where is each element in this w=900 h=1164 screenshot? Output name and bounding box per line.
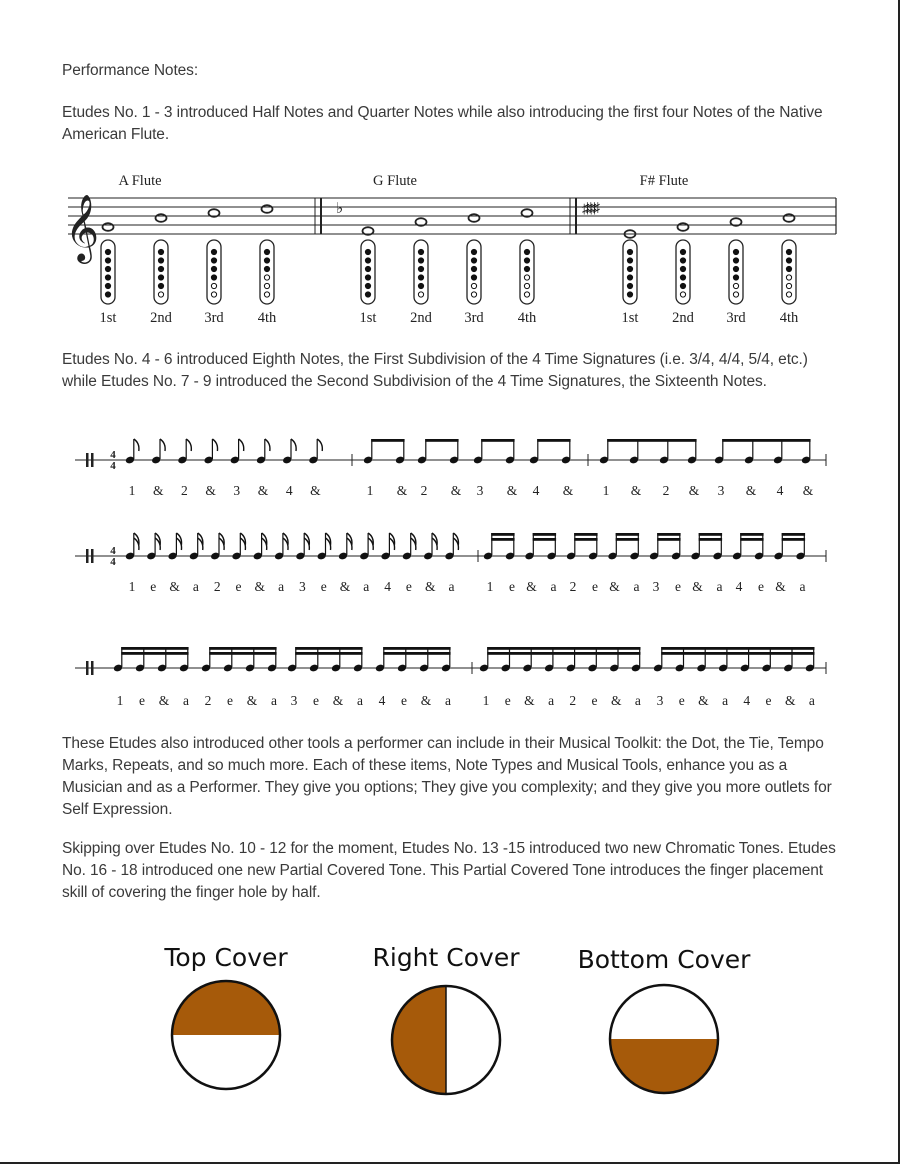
count-label: e [591,693,598,708]
note-beam [699,533,722,536]
note-flag [317,439,322,451]
count-label: a [357,693,363,708]
count-label: & [506,483,518,498]
closed-hole [158,249,163,254]
count-label: e [758,579,764,594]
count-label: 3 [299,579,306,594]
count-label: & [420,693,432,708]
note-beam [574,533,597,536]
note-beam [487,652,640,655]
closed-hole [211,258,216,263]
paragraph-2: Etudes No. 4 - 6 introduced Eighth Notes, the First Subdivision of the 4 Time Signatures (i.e. 3/4, 4/4, 5/4, etc.) while Etudes No. 7 - 9 introduced the Second Subdivision of the 4 Time Signatures, the Sixteenth Notes. [62,351,808,390]
note-beam [491,533,514,536]
closed-hole [158,266,163,271]
note-beam [607,439,696,442]
count-label: & [424,579,436,594]
open-hole [786,283,791,288]
count-label: a [716,579,723,594]
open-hole [680,292,685,297]
note-beam [121,647,188,650]
count-label: e [675,579,681,594]
count-label: & [254,579,266,594]
note-flag [186,439,191,451]
closed-hole [627,283,632,288]
closed-hole [105,266,110,271]
closed-hole [158,283,163,288]
count-label: & [332,693,344,708]
count-label: 2 [569,693,577,708]
paragraph-4: Skipping over Etudes No. 10 - 12 for the moment, Etudes No. 13 -15 introduced two new Chromatic Tones. Etudes No. 16 - 18 introduced one new Partial Covered Tone. This Partial Covered Tone introduces the finger placement skill of covering the finger hole by half. [62,840,836,901]
cover-title-top: Top Cover [164,943,288,972]
count-label: 4 [384,579,391,594]
count-label: e [592,579,598,594]
closed-hole [627,258,632,263]
count-label: 4 [743,693,751,708]
count-label: 3 [717,483,725,498]
closed-hole [365,283,370,288]
closed-hole [418,266,423,271]
whole-note [469,214,480,222]
count-label: a [550,579,557,594]
count-label: 3 [476,483,484,498]
count-label: e [509,579,515,594]
count-label: 2 [204,693,212,708]
count-label: 1 [128,483,136,498]
count-label: & [745,483,757,498]
note-flag [212,439,217,451]
right-cover-fill [392,986,446,1094]
count-label: a [448,579,455,594]
closed-hole [158,275,163,280]
count-label: 2 [662,483,670,498]
count-label: & [158,693,170,708]
count-label: & [784,693,796,708]
count-label: a [799,579,806,594]
closed-hole [524,266,529,271]
flute-label: A Flute [118,173,162,189]
percussion-clef [91,661,94,675]
note-beam [782,533,805,536]
open-hole [211,292,216,297]
open-hole [264,292,269,297]
fingering-number-label: 4th [257,310,277,326]
note-beam [782,538,805,541]
closed-hole [418,283,423,288]
cover-diagrams [163,943,751,1094]
percussion-clef [86,549,89,563]
count-label: & [775,579,786,594]
closed-hole [365,249,370,254]
closed-hole [680,258,685,263]
count-label: & [524,693,535,708]
open-hole [733,292,738,297]
closed-hole [105,292,110,297]
count-label: a [271,693,277,708]
closed-hole [524,258,529,263]
open-hole [524,292,529,297]
count-label: 1 [128,579,136,594]
whole-note [784,214,795,222]
open-hole [786,275,791,280]
count-label: e [139,693,145,708]
note-beam [371,439,404,442]
fingering-number-label: 2nd [672,310,694,326]
note-beam [533,533,556,536]
fingering-number-label: 1st [359,310,377,326]
open-hole [786,292,791,297]
fingering-number-label: 3rd [204,310,224,326]
count-label: 1 [486,579,494,594]
count-label: a [192,579,199,594]
top-cover-fill [172,981,280,1035]
count-label: & [526,579,537,594]
closed-hole [158,258,163,263]
note-beam [661,652,814,655]
count-label: a [633,579,640,594]
note-beam [209,647,276,650]
count-label: & [609,579,620,594]
note-beam [383,652,450,655]
count-label: 4 [776,483,784,498]
note-beam [740,538,763,541]
bottom-cover-fill [610,1039,718,1093]
closed-hole [471,275,476,280]
note-beam [487,647,640,650]
closed-hole [786,249,791,254]
open-hole [471,283,476,288]
count-label: & [688,483,700,498]
closed-hole [365,258,370,263]
note-flag [239,439,244,451]
closed-hole [418,258,423,263]
fingering-number-label: 2nd [150,310,172,326]
whole-note [678,223,689,231]
count-label: 2 [569,579,577,594]
flute-label: F# Flute [639,173,689,189]
closed-hole [211,266,216,271]
time-signature-top: 4 [110,545,116,557]
note-beam [481,439,514,442]
count-label: a [278,579,285,594]
note-beam [722,439,810,442]
closed-hole [211,275,216,280]
count-label: a [634,693,641,708]
closed-hole [264,249,269,254]
count-label: e [313,693,319,708]
count-label: e [765,693,772,708]
closed-hole [264,266,269,271]
count-label: & [257,483,269,498]
open-hole [524,283,529,288]
closed-hole [733,266,738,271]
count-label: & [692,579,703,594]
count-label: 1 [602,483,610,498]
note-beam [537,439,570,442]
count-label: e [678,693,685,708]
count-label: & [152,483,164,498]
whole-note [262,205,273,213]
count-label: 2 [181,483,188,498]
count-label: 1 [366,483,374,498]
count-label: e [401,693,407,708]
closed-hole [471,258,476,263]
note-beam [491,538,514,541]
closed-hole [105,283,110,288]
note-flag [291,439,296,451]
count-label: a [548,693,555,708]
open-hole [471,292,476,297]
count-label: a [445,693,451,708]
open-hole [733,283,738,288]
cover-title-right: Right Cover [372,943,520,972]
note-beam [425,439,458,442]
open-hole [264,275,269,280]
fingering-number-label: 3rd [464,310,484,326]
open-hole [211,283,216,288]
time-signature-bottom: 4 [110,556,116,568]
note-beam [295,647,362,650]
paragraph-3: These Etudes also introduced other tools a performer can include in their Musical Toolkit: the Dot, the Tie, Tempo Marks, Repeats, and so much more. Each of these items, Note Types and Musical Tools, enhance you as a Musician and as a Performer. They give you options; They give you complexity; and they give you more outlets for Self Expression. [62,735,832,818]
count-label: 3 [656,693,664,708]
note-beam [616,533,639,536]
open-hole [264,283,269,288]
count-label: & [562,483,574,498]
count-label: e [235,579,242,594]
count-label: & [698,693,709,708]
note-flag [134,439,139,451]
percussion-clef [91,549,94,563]
note-beam [740,533,763,536]
key-signature: ♯♯♯♯ [582,201,596,217]
percussion-clef [91,453,94,467]
closed-hole [627,266,632,271]
closed-hole [105,275,110,280]
count-label: 2 [213,579,221,594]
count-label: e [320,579,327,594]
closed-hole [680,283,685,288]
fingering-number-label: 3rd [726,310,746,326]
note-beam [661,647,814,650]
percussion-clef [86,661,89,675]
rhythm-examples [75,439,826,708]
count-label: a [722,693,729,708]
closed-hole [418,275,423,280]
closed-hole [627,275,632,280]
count-label: & [169,579,180,594]
closed-hole [786,266,791,271]
count-label: & [802,483,814,498]
open-hole [524,275,529,280]
count-label: e [150,579,157,594]
count-label: a [183,693,189,708]
note-beam [383,647,450,650]
count-label: a [808,693,815,708]
count-label: & [396,483,408,498]
note-beam [657,533,680,536]
key-signature: ♭ [336,201,340,217]
closed-hole [680,249,685,254]
open-hole [418,292,423,297]
note-beam [533,538,556,541]
closed-hole [211,249,216,254]
count-label: 4 [378,693,386,708]
closed-hole [733,249,738,254]
fingering-number-label: 1st [621,310,639,326]
count-label: 3 [290,693,298,708]
count-label: a [363,579,370,594]
closed-hole [365,266,370,271]
time-signature-top: 4 [110,449,116,461]
cover-title-bottom: Bottom Cover [577,945,751,974]
closed-hole [733,275,738,280]
closed-hole [105,258,110,263]
time-signature-bottom: 4 [110,460,116,472]
count-label: 4 [285,483,293,498]
note-beam [121,652,188,655]
count-label: & [339,579,351,594]
count-label: & [630,483,642,498]
count-label: e [504,693,511,708]
closed-hole [524,249,529,254]
treble-clef: 𝄞 [64,195,100,260]
note-beam [699,538,722,541]
count-label: e [227,693,233,708]
closed-hole [786,258,791,263]
closed-hole [264,258,269,263]
count-label: & [246,693,258,708]
flute-label: G Flute [373,173,417,189]
count-label: 1 [116,693,124,708]
fingering-number-label: 4th [779,310,799,326]
count-label: & [610,693,622,708]
count-label: & [310,483,321,498]
count-label: 3 [233,483,241,498]
count-label: 1 [482,693,490,708]
closed-hole [680,266,685,271]
closed-hole [105,249,110,254]
note-beam [295,652,362,655]
whole-note [103,223,114,231]
fingering-number-label: 2nd [410,310,432,326]
closed-hole [680,275,685,280]
closed-hole [471,249,476,254]
note-beam [209,652,276,655]
count-label: 3 [652,579,660,594]
fingering-number-label: 4th [517,310,537,326]
note-beam [657,538,680,541]
count-label: 2 [420,483,428,498]
count-label: 4 [532,483,540,498]
performance-notes-heading: Performance Notes: [62,62,199,79]
fingering-number-label: 1st [99,310,117,326]
note-flag [160,439,165,451]
flute-note-staff [65,173,836,326]
closed-hole [627,292,632,297]
closed-hole [627,249,632,254]
closed-hole [365,292,370,297]
note-flag [265,439,270,451]
count-label: e [405,579,412,594]
open-hole [158,292,163,297]
closed-hole [418,249,423,254]
percussion-clef [86,453,89,467]
paragraph-1: Etudes No. 1 - 3 introduced Half Notes and Quarter Notes while also introducing the first four Notes of the Native American Flute. [62,104,823,143]
whole-note [156,214,167,222]
note-beam [616,538,639,541]
closed-hole [471,266,476,271]
closed-hole [733,258,738,263]
count-label: & [450,483,462,498]
note-beam [574,538,597,541]
closed-hole [365,275,370,280]
count-label: & [205,483,216,498]
count-label: 4 [735,579,743,594]
